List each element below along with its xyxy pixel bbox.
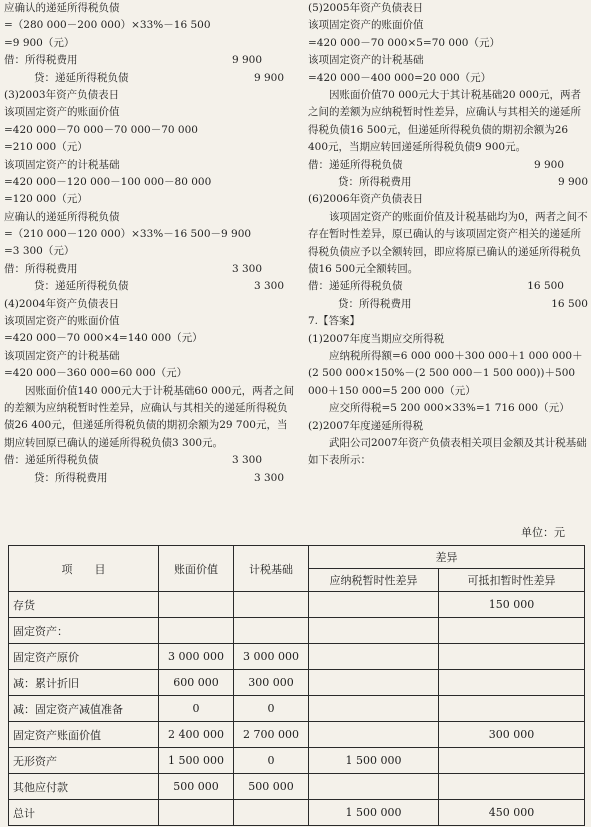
cell-book: 500 000 [159,774,234,800]
cell-deductible [439,644,585,670]
line-text: =420 000－70 000×5=70 000（元） [308,36,500,49]
text-line [4,139,296,156]
cell-item: 固定资产账面价值 [9,722,159,748]
line-text: (5)2005年资产负债表日 [308,2,424,14]
line-text: 应确认的递延所得税负债 [4,210,120,223]
cell-taxable [309,670,439,696]
header-difference: 差异 [309,546,585,569]
text-line [308,418,588,435]
amount: 9 900 [231,54,262,67]
table-row [9,670,585,696]
text-line [4,104,296,121]
line-text: 贷：所得税费用 [34,471,108,484]
amount: 3 300 [231,262,262,275]
line-text: 贷：递延所得税负债 [34,71,129,84]
cell-deductible: 150 000 [439,592,585,618]
paragraph: 该项固定资产的账面价值及计税基础均为0，两者之间不存在暂时性差异，原已确认的与该项固定资产相关的递延所得税负债应予以全额转回，即应将原已确认的递延所得税负债16 500元全额转回。 [308,210,588,275]
cell-taxable [309,774,439,800]
unit-label: 单位：元 [521,526,565,539]
cell-tax: 500 000 [234,774,309,800]
cell-taxable [309,644,439,670]
right-column [308,0,588,470]
left-column [4,0,296,487]
header-tax-base: 计税基础 [234,546,309,592]
cell-book: 600 000 [159,670,234,696]
line-text: 借：所得税费用 [4,262,78,275]
text-line [308,174,588,191]
text-line [4,52,296,69]
text-line [308,0,588,17]
cell-tax: 3 000 000 [234,644,309,670]
line-text: 借：递延所得税负债 [308,280,403,293]
cell-tax: 300 000 [234,670,309,696]
text-line [308,278,588,295]
cell-deductible: 300 000 [439,722,585,748]
text-line [4,17,296,34]
header-deductible-difference: 可抵扣暂时性差异 [439,569,585,592]
cell-tax: 0 [234,696,309,722]
cell-book: 0 [159,696,234,722]
table-row [9,774,585,800]
line-text: 贷：所得税费用 [338,297,412,310]
cell-tax [234,800,309,826]
cell-taxable [309,592,439,618]
text-line [308,70,588,87]
line-text: =420 000－360 000=60 000（元） [4,367,188,380]
text-line [4,191,296,208]
text-line [4,122,296,139]
line-text: =120 000（元） [4,193,88,206]
header-taxable-difference: 应纳税暂时性差异 [309,569,439,592]
text-line [4,226,296,243]
line-text: =（210 000－120 000）×33%－16 500－9 900 [4,228,252,241]
line-text: =420 000－120 000－100 000－80 000 [4,175,212,188]
line-text: =420 000－400 000=20 000（元） [308,71,492,84]
table-row [9,800,585,826]
line-text: 该项固定资产的账面价值 [4,106,120,119]
text-line [4,174,296,191]
amount: 9 900 [253,71,284,84]
line-text: =9 900（元） [4,36,75,49]
text-line [4,296,296,313]
line-text: 借：所得税费用 [4,54,78,67]
text-line [308,52,588,69]
cell-item: 总计 [9,800,159,826]
cell-taxable: 1 500 000 [309,748,439,774]
line-text: 贷：递延所得税负债 [34,280,129,293]
header-item: 项 目 [9,546,159,592]
cell-book [159,592,234,618]
text-line [308,35,588,52]
line-text: 借：递延所得税负债 [308,158,403,171]
line-text: =（280 000－200 000）×33%－16 500 [4,19,211,32]
line-text: =210 000（元） [4,141,88,154]
line-text: 贷：所得税费用 [338,175,412,188]
cell-item: 存货 [9,592,159,618]
line-text: 该项固定资产的计税基础 [4,158,120,171]
amount: 16 500 [551,297,588,310]
cell-book: 2 400 000 [159,722,234,748]
text-line [308,296,588,313]
table-row [9,696,585,722]
text-line [4,261,296,278]
cell-deductible [439,774,585,800]
cell-deductible [439,618,585,644]
amount: 3 300 [253,280,284,293]
text-line [4,278,296,295]
table-row [9,722,585,748]
cell-deductible [439,696,585,722]
cell-book [159,618,234,644]
text-line [4,157,296,174]
cell-item: 其他应付款 [9,774,159,800]
line-text: (1)2007年度当期应交所得税 [308,332,445,345]
line-text: (6)2006年资产负债表日 [308,193,424,206]
text-line [4,452,296,469]
cell-book [159,800,234,826]
tax-difference-table [8,545,585,826]
cell-tax [234,618,309,644]
line-text: 7.【答案】 [308,315,361,328]
paragraph: 武阳公司2007年资产负债表相关项目金额及其计税基础如下表所示： [308,436,587,467]
text-line [4,470,296,487]
cell-deductible: 450 000 [439,800,585,826]
line-text: 借：递延所得税负债 [4,454,99,467]
amount: 16 500 [527,280,564,293]
table-row [9,748,585,774]
line-text: 该项固定资产的计税基础 [4,349,120,362]
amount: 3 300 [253,471,284,484]
cell-tax: 0 [234,748,309,774]
text-line [308,331,588,348]
cell-item: 减：累计折旧 [9,670,159,696]
table-row [9,592,585,618]
table-row [9,618,585,644]
line-text: 该项固定资产的计税基础 [308,54,424,67]
line-text: =420 000－70 000－70 000－70 000 [4,123,198,136]
table-row [9,644,585,670]
cell-taxable [309,722,439,748]
line-text: 该项固定资产的账面价值 [4,315,120,328]
text-line [308,157,588,174]
cell-taxable [309,618,439,644]
line-text: =420 000－70 000×4=140 000（元） [4,332,203,345]
line-text: 应确认的递延所得税负债 [4,2,120,14]
text-line [4,209,296,226]
paragraph: 因账面价值70 000元大于其计税基础20 000元，两者之间的差额为应纳税暂时性差异，应确认与其相关的递延所得税负债16 500元，但递延所得税负债的期初余额为26 400元，当期应转回递延所得税负债9 900元。 [308,88,581,154]
line-text: (2)2007年度递延所得税 [308,419,424,432]
cell-item: 固定资产： [9,618,159,644]
line-text: =3 300（元） [4,245,75,258]
text-line [4,243,296,260]
cell-taxable [309,696,439,722]
cell-book: 3 000 000 [159,644,234,670]
text-line [308,313,588,330]
line-text: (4)2004年资产负债表日 [4,297,120,310]
cell-item: 无形资产 [9,748,159,774]
line-text: 该项固定资产的账面价值 [308,19,424,32]
line-text: (3)2003年资产负债表日 [4,88,120,101]
paragraph: 应纳税所得额=6 000 000＋300 000＋1 000 000＋(2 500 000×150%－(2 500 000－1 500 000))＋500 000＋150 000=5 200 000（元） [308,349,583,397]
text-line [4,70,296,87]
header-book-value: 账面价值 [159,546,234,592]
text-line [4,0,296,17]
cell-tax [234,592,309,618]
amount: 9 900 [557,175,588,188]
cell-book: 1 500 000 [159,748,234,774]
cell-taxable: 1 500 000 [309,800,439,826]
cell-deductible [439,670,585,696]
text-line [4,87,296,104]
text-line [4,35,296,52]
cell-tax: 2 700 000 [234,722,309,748]
amount: 3 300 [231,454,262,467]
paragraph: 因账面价值140 000元大于计税基础60 000元，两者之间的差额为应纳税暂时性差异，应确认与其相关的递延所得税负债26 400元，但递延所得税负债的期初余额为29 700元，当期应转回原已确认的递延所得税负债3 300元。 [4,384,295,449]
text-line [4,330,296,347]
amount: 9 900 [533,158,564,171]
cell-deductible [439,748,585,774]
text-line [4,348,296,365]
text-line [308,191,588,208]
cell-item: 固定资产原价 [9,644,159,670]
paragraph: 应交所得税=5 200 000×33%=1 716 000（元） [329,402,570,415]
text-line [4,365,296,382]
text-line [4,313,296,330]
cell-item: 减：固定资产减值准备 [9,696,159,722]
text-line [308,17,588,34]
